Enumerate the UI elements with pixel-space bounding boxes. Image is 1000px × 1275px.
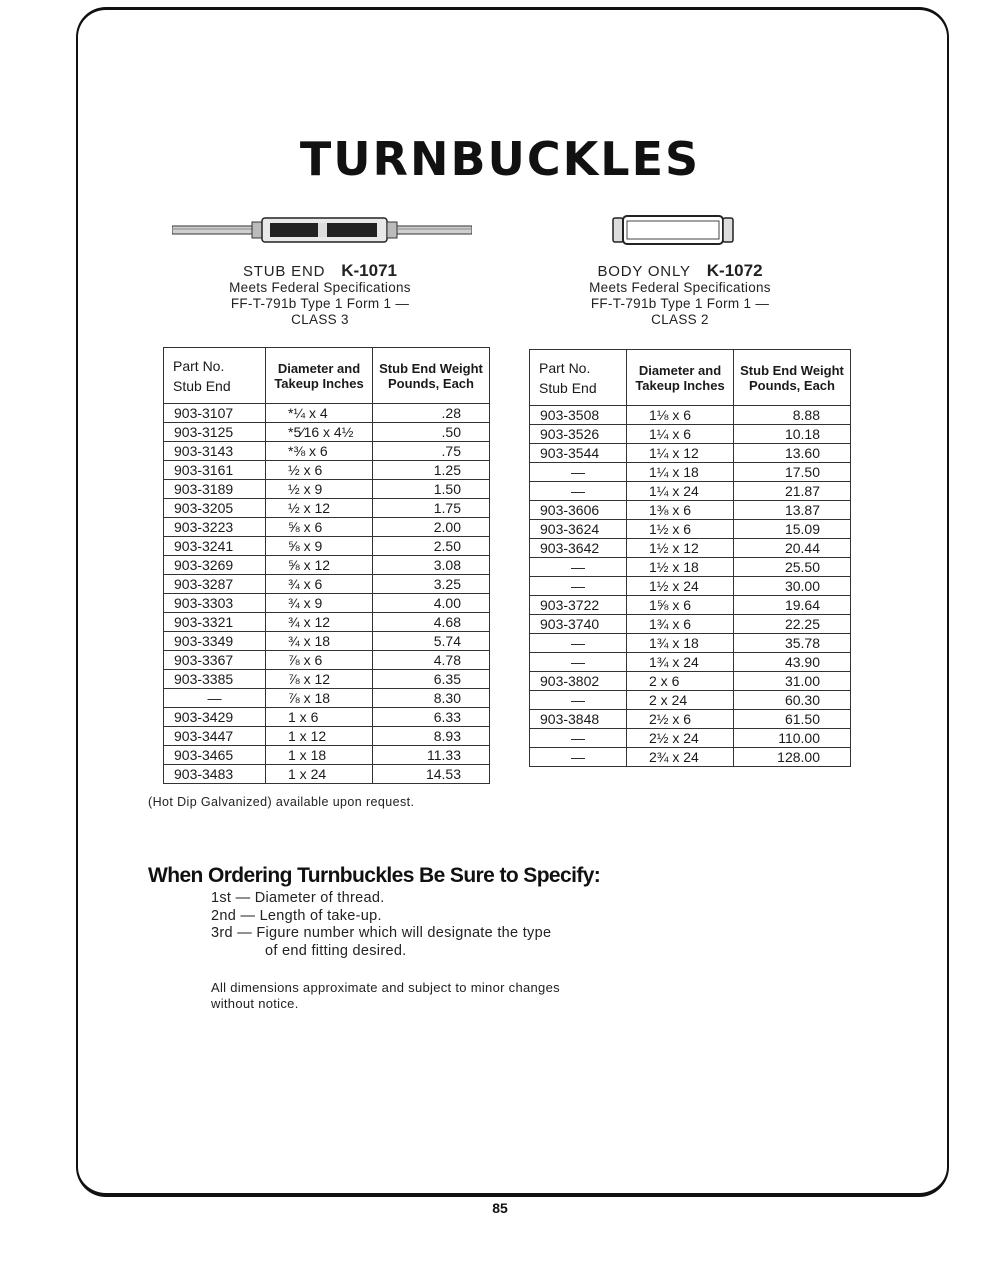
part-number-cell: 903-3740 bbox=[530, 615, 627, 634]
part-number-cell: 903-3189 bbox=[164, 480, 266, 499]
ordering-item-ordinal: 1st bbox=[211, 890, 232, 906]
ordering-item-ordinal: 2nd bbox=[211, 907, 237, 924]
table-row bbox=[530, 691, 851, 710]
table-row bbox=[164, 480, 490, 499]
diameter-cell: ¾ x 12 bbox=[266, 613, 373, 632]
part-number-cell: 903-3508 bbox=[530, 406, 627, 425]
page-title: TURNBUCKLES bbox=[299, 132, 701, 186]
disclaimer-line2: without notice. bbox=[211, 996, 299, 1011]
part-number-cell: 903-3447 bbox=[164, 727, 266, 746]
diameter-cell: 1¾ x 18 bbox=[627, 634, 734, 653]
diameter-cell: 1 x 6 bbox=[266, 708, 373, 727]
body-only-type: BODY ONLY bbox=[597, 263, 691, 280]
diameter-cell: ⅝ x 9 bbox=[266, 537, 373, 556]
table-row bbox=[530, 748, 851, 767]
diameter-cell: 1⅜ x 6 bbox=[627, 501, 734, 520]
weight-cell: .28 bbox=[373, 404, 490, 423]
diameter-cell: ½ x 6 bbox=[266, 461, 373, 480]
part-number-cell: — bbox=[530, 463, 627, 482]
table-row bbox=[530, 615, 851, 634]
diameter-cell: 1¼ x 18 bbox=[627, 463, 734, 482]
weight-cell: 61.50 bbox=[734, 710, 851, 729]
part-number-cell: 903-3606 bbox=[530, 501, 627, 520]
ordering-item-text: — Figure number which will designate the type bbox=[237, 925, 552, 941]
part-number-cell: 903-3544 bbox=[530, 444, 627, 463]
table-row bbox=[530, 501, 851, 520]
weight-cell: 25.50 bbox=[734, 558, 851, 577]
weight-cell: 22.25 bbox=[734, 615, 851, 634]
table-row bbox=[530, 482, 851, 501]
stub-end-turnbuckle-icon bbox=[172, 210, 472, 250]
part-number-cell: 903-3241 bbox=[164, 537, 266, 556]
ordering-item-3 bbox=[211, 925, 551, 943]
part-number-cell: 903-3624 bbox=[530, 520, 627, 539]
table-row bbox=[530, 729, 851, 748]
table-row bbox=[530, 539, 851, 558]
weight-cell: 8.30 bbox=[373, 689, 490, 708]
diameter-cell: 1¼ x 12 bbox=[627, 444, 734, 463]
body-only-spec-line1: Meets Federal Specifications bbox=[589, 280, 771, 295]
diameter-cell: 1½ x 12 bbox=[627, 539, 734, 558]
stub-end-spec-line2: FF-T-791b Type 1 Form 1 — bbox=[230, 296, 410, 311]
col-part-no-line2: Stub End bbox=[173, 377, 231, 394]
diameter-cell: 1½ x 18 bbox=[627, 558, 734, 577]
table-row bbox=[164, 556, 490, 575]
table-row bbox=[530, 577, 851, 596]
table-row bbox=[530, 634, 851, 653]
col-part-no-line1: Part No. bbox=[173, 357, 225, 374]
diameter-cell: 1¾ x 24 bbox=[627, 653, 734, 672]
table-row bbox=[530, 558, 851, 577]
diameter-cell: 1⅝ x 6 bbox=[627, 596, 734, 615]
part-number-cell: 903-3269 bbox=[164, 556, 266, 575]
weight-cell: 4.78 bbox=[373, 651, 490, 670]
table-row bbox=[164, 404, 490, 423]
diameter-cell: ¾ x 18 bbox=[266, 632, 373, 651]
body-only-turnbuckle-icon bbox=[610, 213, 740, 247]
weight-cell: 20.44 bbox=[734, 539, 851, 558]
diameter-cell: ½ x 9 bbox=[266, 480, 373, 499]
diameter-cell: *5⁄16 x 4½ bbox=[266, 423, 373, 442]
table-row bbox=[164, 632, 490, 651]
table-row bbox=[164, 613, 490, 632]
table-row bbox=[164, 708, 490, 727]
ordering-item-2 bbox=[211, 908, 551, 926]
table-row bbox=[164, 499, 490, 518]
col-part-no-line2: Stub End bbox=[539, 379, 597, 396]
weight-cell: 3.08 bbox=[373, 556, 490, 575]
body-only-spec-line3: CLASS 2 bbox=[651, 312, 709, 327]
ordering-list bbox=[211, 890, 551, 960]
col-diameter: Diameter and Takeup Inches bbox=[266, 348, 373, 404]
ordering-item-1 bbox=[211, 890, 551, 908]
diameter-cell: 2 x 24 bbox=[627, 691, 734, 710]
table-row bbox=[164, 575, 490, 594]
weight-cell: 8.88 bbox=[734, 406, 851, 425]
diameter-cell: *⅜ x 6 bbox=[266, 442, 373, 461]
part-number-cell: — bbox=[530, 691, 627, 710]
ordering-item-text: — Diameter of thread. bbox=[235, 890, 385, 906]
diameter-cell: 1 x 24 bbox=[266, 765, 373, 784]
page-number: 85 bbox=[492, 1200, 508, 1216]
col-weight: Stub End Weight Pounds, Each bbox=[734, 350, 851, 406]
part-number-cell: 903-3223 bbox=[164, 518, 266, 537]
part-number-cell: 903-3526 bbox=[530, 425, 627, 444]
part-number-cell: 903-3483 bbox=[164, 765, 266, 784]
part-number-cell: 903-3125 bbox=[164, 423, 266, 442]
diameter-cell: ¾ x 6 bbox=[266, 575, 373, 594]
weight-cell: .50 bbox=[373, 423, 490, 442]
galvanized-note: (Hot Dip Galvanized) available upon request. bbox=[148, 795, 415, 809]
disclaimer bbox=[211, 980, 631, 1012]
diameter-cell: 2½ x 24 bbox=[627, 729, 734, 748]
weight-cell: 2.00 bbox=[373, 518, 490, 537]
diameter-cell: 1 x 12 bbox=[266, 727, 373, 746]
weight-cell: 13.87 bbox=[734, 501, 851, 520]
weight-cell: 1.50 bbox=[373, 480, 490, 499]
weight-cell: 1.75 bbox=[373, 499, 490, 518]
weight-cell: 6.35 bbox=[373, 670, 490, 689]
diameter-cell: 1½ x 24 bbox=[627, 577, 734, 596]
weight-cell: 21.87 bbox=[734, 482, 851, 501]
weight-cell: 3.25 bbox=[373, 575, 490, 594]
weight-cell: 17.50 bbox=[734, 463, 851, 482]
weight-cell: 30.00 bbox=[734, 577, 851, 596]
diameter-cell: 2½ x 6 bbox=[627, 710, 734, 729]
ordering-item-ordinal: 3rd bbox=[211, 925, 233, 941]
part-number-cell: — bbox=[164, 689, 266, 708]
part-number-cell: — bbox=[530, 577, 627, 596]
part-number-cell: 903-3107 bbox=[164, 404, 266, 423]
table-row bbox=[164, 727, 490, 746]
weight-cell: 1.25 bbox=[373, 461, 490, 480]
diameter-cell: ⅝ x 6 bbox=[266, 518, 373, 537]
table-row bbox=[530, 596, 851, 615]
diameter-cell: 1 x 18 bbox=[266, 746, 373, 765]
part-number-cell: 903-3349 bbox=[164, 632, 266, 651]
stub-end-spec-line1: Meets Federal Specifications bbox=[229, 280, 411, 295]
table-row bbox=[164, 689, 490, 708]
table-header-row bbox=[530, 350, 851, 406]
diameter-cell: 1¼ x 6 bbox=[627, 425, 734, 444]
col-part-no-line1: Part No. bbox=[539, 359, 591, 376]
diameter-cell: 2 x 6 bbox=[627, 672, 734, 691]
weight-cell: 4.68 bbox=[373, 613, 490, 632]
table-row bbox=[164, 670, 490, 689]
body-only-table bbox=[529, 349, 851, 767]
weight-cell: 10.18 bbox=[734, 425, 851, 444]
diameter-cell: ⅞ x 6 bbox=[266, 651, 373, 670]
stub-end-spec bbox=[200, 263, 440, 328]
diameter-cell: ⅞ x 12 bbox=[266, 670, 373, 689]
disclaimer-line1: All dimensions approximate and subject to minor changes bbox=[211, 980, 560, 995]
part-number-cell: 903-3802 bbox=[530, 672, 627, 691]
weight-cell: 43.90 bbox=[734, 653, 851, 672]
part-number-cell: 903-3367 bbox=[164, 651, 266, 670]
diameter-cell: 1¾ x 6 bbox=[627, 615, 734, 634]
part-number-cell: 903-3465 bbox=[164, 746, 266, 765]
part-number-cell: 903-3143 bbox=[164, 442, 266, 461]
diameter-cell: ⅝ x 12 bbox=[266, 556, 373, 575]
weight-cell: 6.33 bbox=[373, 708, 490, 727]
diameter-cell: 1¼ x 24 bbox=[627, 482, 734, 501]
weight-cell: 15.09 bbox=[734, 520, 851, 539]
part-number-cell: 903-3321 bbox=[164, 613, 266, 632]
body-only-spec-line2: FF-T-791b Type 1 Form 1 — bbox=[590, 296, 770, 311]
weight-cell: 4.00 bbox=[373, 594, 490, 613]
table-row bbox=[164, 442, 490, 461]
diameter-cell: ½ x 12 bbox=[266, 499, 373, 518]
table-row bbox=[530, 653, 851, 672]
body-only-code: K-1072 bbox=[706, 261, 763, 280]
table-row bbox=[164, 594, 490, 613]
weight-cell: 128.00 bbox=[734, 748, 851, 767]
part-number-cell: 903-3642 bbox=[530, 539, 627, 558]
table-row bbox=[530, 406, 851, 425]
table-header-row bbox=[164, 348, 490, 404]
weight-cell: 14.53 bbox=[373, 765, 490, 784]
stub-end-type: STUB END bbox=[242, 263, 326, 280]
col-diameter: Diameter and Takeup Inches bbox=[627, 350, 734, 406]
stub-end-spec-line3: CLASS 3 bbox=[291, 312, 349, 327]
part-number-cell: — bbox=[530, 558, 627, 577]
part-number-cell: 903-3303 bbox=[164, 594, 266, 613]
weight-cell: .75 bbox=[373, 442, 490, 461]
table-row bbox=[530, 672, 851, 691]
ordering-item-text: — Length of take-up. bbox=[240, 907, 382, 924]
weight-cell: 31.00 bbox=[734, 672, 851, 691]
table-row bbox=[530, 425, 851, 444]
diameter-cell: *¼ x 4 bbox=[266, 404, 373, 423]
part-number-cell: 903-3429 bbox=[164, 708, 266, 727]
diameter-cell: ⅞ x 18 bbox=[266, 689, 373, 708]
col-weight: Stub End Weight Pounds, Each bbox=[373, 348, 490, 404]
weight-cell: 19.64 bbox=[734, 596, 851, 615]
part-number-cell: — bbox=[530, 748, 627, 767]
diameter-cell: 1⅛ x 6 bbox=[627, 406, 734, 425]
col-part-no bbox=[164, 348, 266, 404]
part-number-cell: — bbox=[530, 634, 627, 653]
table-row bbox=[164, 765, 490, 784]
table-row bbox=[164, 651, 490, 670]
stub-end-table bbox=[163, 347, 490, 784]
weight-cell: 2.50 bbox=[373, 537, 490, 556]
col-part-no bbox=[530, 350, 627, 406]
body-only-spec bbox=[560, 263, 800, 328]
part-number-cell: — bbox=[530, 482, 627, 501]
weight-cell: 110.00 bbox=[734, 729, 851, 748]
table-row bbox=[164, 461, 490, 480]
table-row bbox=[164, 423, 490, 442]
part-number-cell: — bbox=[530, 729, 627, 748]
part-number-cell: 903-3287 bbox=[164, 575, 266, 594]
table-row bbox=[164, 746, 490, 765]
table-row bbox=[530, 463, 851, 482]
weight-cell: 8.93 bbox=[373, 727, 490, 746]
part-number-cell: 903-3385 bbox=[164, 670, 266, 689]
part-number-cell: 903-3205 bbox=[164, 499, 266, 518]
table-row bbox=[530, 520, 851, 539]
diameter-cell: 2¾ x 24 bbox=[627, 748, 734, 767]
weight-cell: 13.60 bbox=[734, 444, 851, 463]
table-row bbox=[530, 444, 851, 463]
diameter-cell: 1½ x 6 bbox=[627, 520, 734, 539]
ordering-item-3-continued: of end fitting desired. bbox=[265, 942, 407, 959]
table-row bbox=[164, 537, 490, 556]
weight-cell: 35.78 bbox=[734, 634, 851, 653]
ordering-heading: When Ordering Turnbuckles Be Sure to Specify: bbox=[148, 864, 601, 887]
diameter-cell: ¾ x 9 bbox=[266, 594, 373, 613]
weight-cell: 5.74 bbox=[373, 632, 490, 651]
table-row bbox=[164, 518, 490, 537]
weight-cell: 11.33 bbox=[373, 746, 490, 765]
part-number-cell: — bbox=[530, 653, 627, 672]
stub-end-code: K-1071 bbox=[341, 261, 397, 280]
part-number-cell: 903-3722 bbox=[530, 596, 627, 615]
part-number-cell: 903-3848 bbox=[530, 710, 627, 729]
part-number-cell: 903-3161 bbox=[164, 461, 266, 480]
weight-cell: 60.30 bbox=[734, 691, 851, 710]
table-row bbox=[530, 710, 851, 729]
